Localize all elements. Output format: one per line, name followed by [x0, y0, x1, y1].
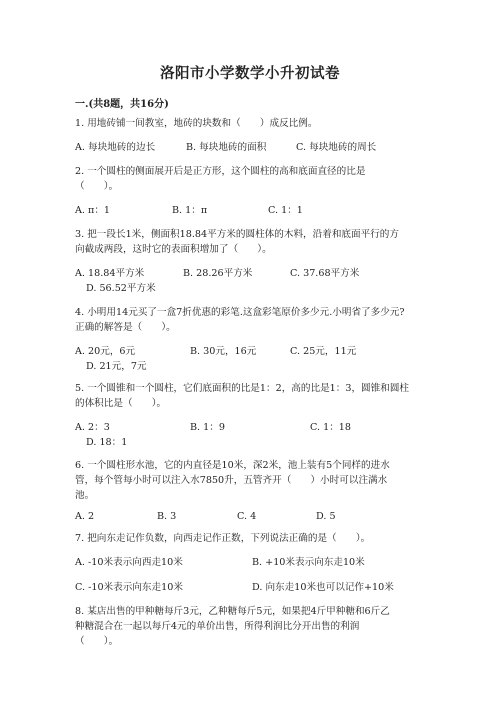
question-7-line-1: 7. 把向东走记作负数，向西走记作正数，下列说法正确的是（ ）。 — [75, 533, 371, 544]
question-4-option-a: A. 20元，6元 — [75, 346, 136, 357]
question-8-line-3: （ ）。 — [75, 636, 119, 647]
question-5-line-2: 的体积比是（ ）。 — [75, 398, 167, 409]
question-3-option-c: C. 37.68平方米 — [290, 268, 360, 279]
question-6-line-3: 池。 — [75, 490, 95, 501]
question-5-option-b: B. 1：9 — [190, 422, 225, 433]
question-6-option-c: C. 4 — [237, 511, 257, 522]
question-3-option-b: B. 28.26平方米 — [183, 268, 253, 279]
question-3-line-2: 向截成两段，这时它的表面积增加了（ ）。 — [75, 244, 272, 255]
question-3-line-1: 3. 把一段长1米，侧面积18.84平方米的圆柱体的木料，沿着和底面平行的方 — [75, 229, 399, 240]
question-7-option-d: D. 向东走10米也可以记作+10米 — [252, 582, 394, 593]
question-2-line-2: （ ）。 — [75, 181, 119, 192]
page-title: 洛阳市小学数学小升初试卷 — [160, 65, 340, 82]
question-3-option-d: D. 56.52平方米 — [86, 283, 156, 294]
question-5-option-a: A. 2：3 — [75, 422, 110, 433]
question-4-line-2: 正确的解答是（ ）。 — [75, 322, 176, 333]
question-6-option-a: A. 2 — [75, 511, 95, 522]
question-6-line-2: 管，每个管每小时可以注入水7850升，五管齐开（ ）小时可以注满水 — [75, 475, 388, 486]
question-6-option-d: D. 5 — [316, 511, 336, 522]
question-1-line-1: 1. 用地砖铺一间教室，地砖的块数和（ ）成反比例。 — [75, 118, 318, 129]
question-1-option-b: B. 每块地砖的面积 — [186, 142, 267, 153]
question-2-option-b: B. 1：π — [172, 205, 208, 216]
question-5-line-1: 5. 一个圆锥和一个圆柱，它们底面积的比是1：2，高的比是1：3，圆锥和圆柱 — [75, 383, 410, 394]
question-7-option-c: C. -10米表示向东走10米 — [75, 582, 183, 593]
question-6-line-1: 6. 一个圆柱形水池，它的内直径是10米，深2米，池上装有5个同样的进水 — [75, 460, 390, 471]
question-2-option-a: A. π：1 — [75, 205, 111, 216]
question-3-option-a: A. 18.84平方米 — [75, 268, 145, 279]
question-6-option-b: B. 3 — [157, 511, 177, 522]
question-7-option-a: A. -10米表示向西走10米 — [75, 557, 183, 568]
question-2-line-1: 2. 一个圆柱的侧面展开后是正方形，这个圆柱的高和底面直径的比是 — [75, 166, 366, 177]
question-1-option-c: C. 每块地砖的周长 — [296, 142, 377, 153]
question-8-line-2: 种糖混合在一起以每斤4元的单价出售，所得利润比分开出售的利润 — [75, 621, 360, 632]
question-4-option-d: D. 21元，7元 — [86, 361, 147, 372]
question-5-option-c: C. 1：18 — [310, 422, 352, 433]
question-4-line-1: 4. 小明用14元买了一盒7折优惠的彩笔.这盒彩笔原价多少元.小明省了多少元? — [75, 307, 405, 318]
section-heading: 一.(共8题，共16分) — [75, 99, 169, 110]
question-2-option-c: C. 1：1 — [268, 205, 303, 216]
question-5-option-d: D. 18：1 — [86, 437, 128, 448]
question-7-option-b: B. +10米表示向东走10米 — [252, 557, 365, 568]
question-1-option-a: A. 每块地砖的边长 — [75, 142, 156, 153]
question-8-line-1: 8. 某店出售的甲种糖每斤3元，乙种糖每斤5元，如果把4斤甲种糖和6斤乙 — [75, 606, 390, 617]
question-4-option-c: C. 25元，11元 — [290, 346, 357, 357]
question-4-option-b: B. 30元，16元 — [190, 346, 257, 357]
